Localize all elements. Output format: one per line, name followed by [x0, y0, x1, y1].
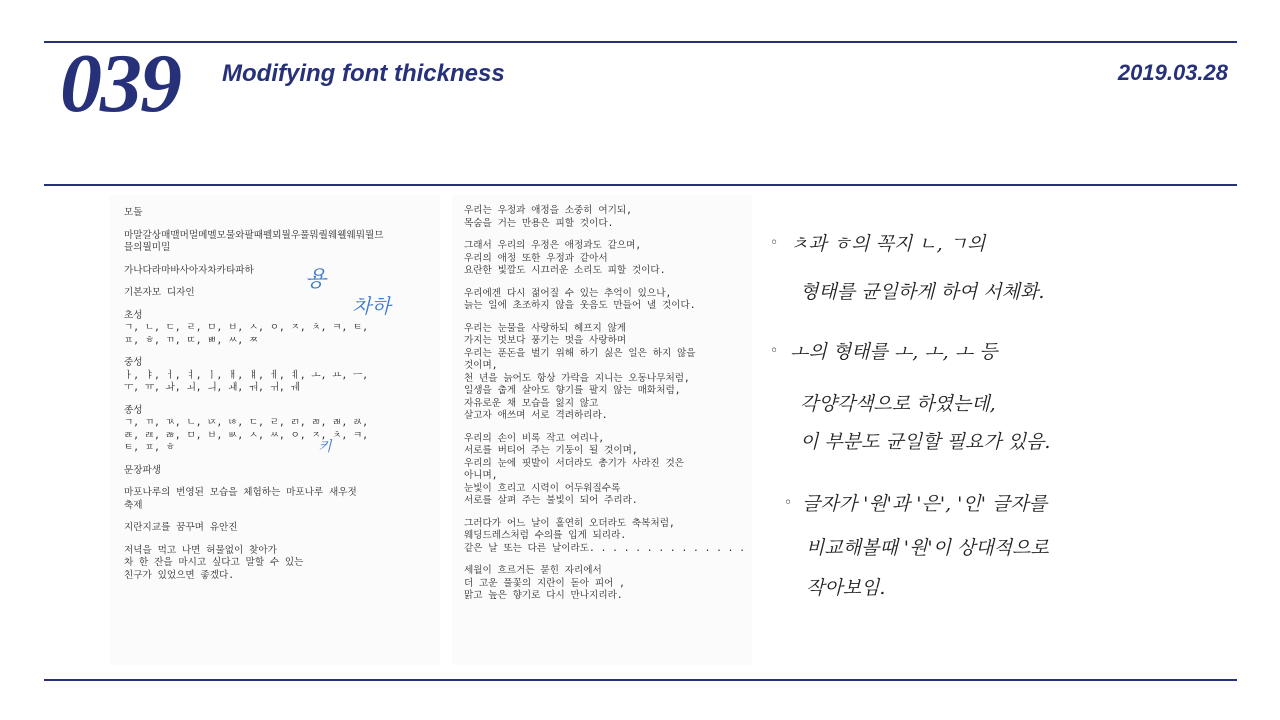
- bullet-1: ◦: [770, 235, 779, 251]
- middle-sheet: [452, 195, 752, 665]
- text-line: 자유로운 채 모습을 잃지 않고: [464, 397, 599, 409]
- text-block: [124, 545, 426, 583]
- left-sheet: [110, 195, 440, 665]
- note-1-line-1: ㅊ과 ㅎ의 꼭지 ㄴ, ㄱ의: [790, 233, 986, 255]
- text-block: [464, 240, 740, 278]
- text-line: 우리는 눈물을 사랑하되 헤프지 않게: [464, 322, 627, 334]
- text-block: [124, 465, 426, 478]
- text-block: [124, 487, 426, 512]
- page-title: Modifying font thickness: [222, 60, 505, 87]
- text-block: [464, 205, 740, 230]
- text-line: 친구가 있었으면 좋겠다.: [124, 569, 235, 581]
- text-line: ㄱ, ㄴ, ㄷ, ㄹ, ㅁ, ㅂ, ㅅ, ㅇ, ㅈ, ㅊ, ㅋ, ㅌ,: [124, 322, 369, 333]
- pencil-annotation-1: 용: [305, 267, 327, 292]
- text-line: 세월이 흐르거든 묻힌 자리에서: [464, 565, 602, 576]
- text-line: 일생을 춥게 살아도 향기를 팔지 않는 매화처럼,: [464, 385, 681, 396]
- text-line: 늙는 일에 초조하지 않을 웃음도 만들어 낼 것이다.: [464, 300, 696, 311]
- text-line: 서로를 살펴 주는 불빛이 되어 주리라.: [464, 495, 638, 506]
- text-line: 살고자 애쓰며 서로 격려하리라.: [464, 410, 608, 421]
- text-line: 같은 날 또는 다른 날이라도. . . . . . . . . . . . . .: [464, 542, 745, 554]
- text-line: 천 년을 늙어도 항상 가락을 지니는 오동나무처럼,: [464, 372, 690, 384]
- text-line: 요란한 빛깔도 시끄러운 소리도 피할 것이다.: [464, 265, 666, 276]
- text-line: 맑고 높은 향기로 다시 만나지리라.: [464, 590, 623, 601]
- bullet-3: ◦: [784, 495, 793, 511]
- text-line: 축제: [124, 499, 143, 511]
- text-line: 믈의뭘미밀: [124, 242, 171, 253]
- text-block: [124, 357, 426, 395]
- pencil-annotation-2: 차하: [352, 294, 391, 318]
- top-rule: [44, 41, 1237, 43]
- text-line: 우리에겐 다시 젊어질 수 있는 추억이 있으나,: [464, 287, 672, 299]
- text-line: 중성: [124, 357, 143, 368]
- bullet-2: ◦: [770, 343, 779, 359]
- note-3-line-3: 작아보임.: [806, 577, 886, 599]
- text-line: 기본자모 디자인: [124, 287, 195, 298]
- text-block: [464, 288, 740, 313]
- text-line: 우리의 애정 또한 우정과 같아서: [464, 252, 608, 264]
- text-block: [124, 265, 426, 278]
- text-line: 목숨을 거는 만용은 피할 것이다.: [464, 217, 614, 229]
- text-line: 아니며,: [464, 470, 498, 481]
- text-line: 그래서 우리의 우정은 애정과도 같으며,: [464, 240, 642, 251]
- text-block: [464, 323, 740, 423]
- text-line: 마포나루의 번영된 모습을 체험하는 마포나루 새우젓: [124, 487, 357, 498]
- text-line: 마말갈상매맬머멀메멜모물와팔때펠뫼뭘우풀뭐퀄웨웰웨뭐뭘므: [124, 229, 384, 241]
- text-line: 더 고운 풀꽃의 지란이 돋아 피어 ,: [464, 577, 625, 589]
- text-line: ㄱ, ㄲ, ㄳ, ㄴ, ㄵ, ㄶ, ㄷ, ㄹ, ㄺ, ㄻ, ㄼ, ㄽ,: [124, 417, 369, 428]
- text-line: 웨딩드레스처럼 수의를 입게 되리라.: [464, 530, 627, 541]
- pencil-annotation-3: 키: [318, 439, 332, 455]
- text-line: 지란지교를 꿈꾸며 유안진: [124, 522, 238, 533]
- text-line: ㅜ, ㅠ, ㅘ, ㅚ, ㅢ, ㅙ, ㅝ, ㅟ, ㅞ: [124, 382, 300, 393]
- note-2-line-1: ㅗ의 형태를 ㅗ, ㅗ, ㅗ 등: [790, 341, 998, 363]
- note-3-line-1: 글자가 '원'과 '은', '인' 글자를: [802, 493, 1048, 515]
- text-line: 서로를 버티어 주는 기둥이 될 것이며,: [464, 445, 638, 456]
- text-block: [124, 522, 426, 535]
- text-block: [124, 405, 426, 455]
- text-line: ㅏ, ㅑ, ㅓ, ㅕ, ㅣ, ㅐ, ㅒ, ㅔ, ㅖ, ㅗ, ㅛ, ㅡ,: [124, 369, 369, 381]
- note-1-line-2: 형태를 균일하게 하여 서체화.: [800, 281, 1045, 303]
- text-line: 우리의 손이 비록 작고 여리나,: [464, 432, 605, 444]
- text-line: 우리는 푼돈을 벌기 위해 하기 싫은 일은 하지 않을: [464, 347, 696, 359]
- note-2-line-2: 각양각색으로 하였는데,: [800, 393, 996, 415]
- entry-number: 039: [60, 37, 180, 130]
- text-block: [124, 207, 426, 220]
- text-line: 종성: [124, 404, 143, 416]
- text-line: ㄾ, ㄿ, ㅀ, ㅁ, ㅂ, ㅄ, ㅅ, ㅆ, ㅇ, ㅈ, ㅊ, ㅋ,: [124, 429, 369, 441]
- text-line: 눈빛이 흐리고 시력이 어두워질수록: [464, 482, 621, 494]
- note-2-line-3: 이 부분도 균일할 필요가 있음.: [800, 431, 1051, 453]
- text-block: [464, 517, 745, 556]
- header-rule: [44, 184, 1237, 186]
- text-line: 가나다라마바사아자차카타파하: [124, 264, 254, 276]
- text-line: 차 한 잔을 마시고 싶다고 말할 수 있는: [124, 557, 304, 568]
- text-line: 우리는 우정과 애정을 소중히 여기되,: [464, 205, 632, 216]
- text-block: [464, 433, 740, 508]
- text-line: 모돌: [124, 207, 143, 218]
- text-line: 그러다가 어느 날이 홀연히 오더라도 축복처럼,: [464, 517, 675, 529]
- text-block: [464, 565, 740, 603]
- handwritten-notes: [760, 195, 1160, 665]
- text-line: ㅌ, ㅍ, ㅎ: [124, 442, 175, 453]
- text-line: 것이며,: [464, 360, 498, 371]
- text-line: 저녁을 먹고 나면 허물없이 찾아가: [124, 544, 277, 556]
- text-line: 가지는 멋보다 풍기는 멋을 사랑하며: [464, 335, 627, 346]
- bottom-rule: [44, 679, 1237, 681]
- entry-date: 2019.03.28: [1117, 60, 1228, 85]
- text-line: 우리의 눈에 핏발이 서더라도 총기가 사라진 것은: [464, 457, 685, 469]
- note-3-line-2: 비교해볼때 '원'이 상대적으로: [806, 537, 1049, 559]
- text-block: [124, 230, 426, 255]
- text-line: ㅍ, ㅎ, ㄲ, ㄸ, ㅃ, ㅆ, ㅉ: [124, 334, 259, 346]
- text-line: 초성: [124, 309, 143, 321]
- text-line: 문장파생: [124, 464, 162, 476]
